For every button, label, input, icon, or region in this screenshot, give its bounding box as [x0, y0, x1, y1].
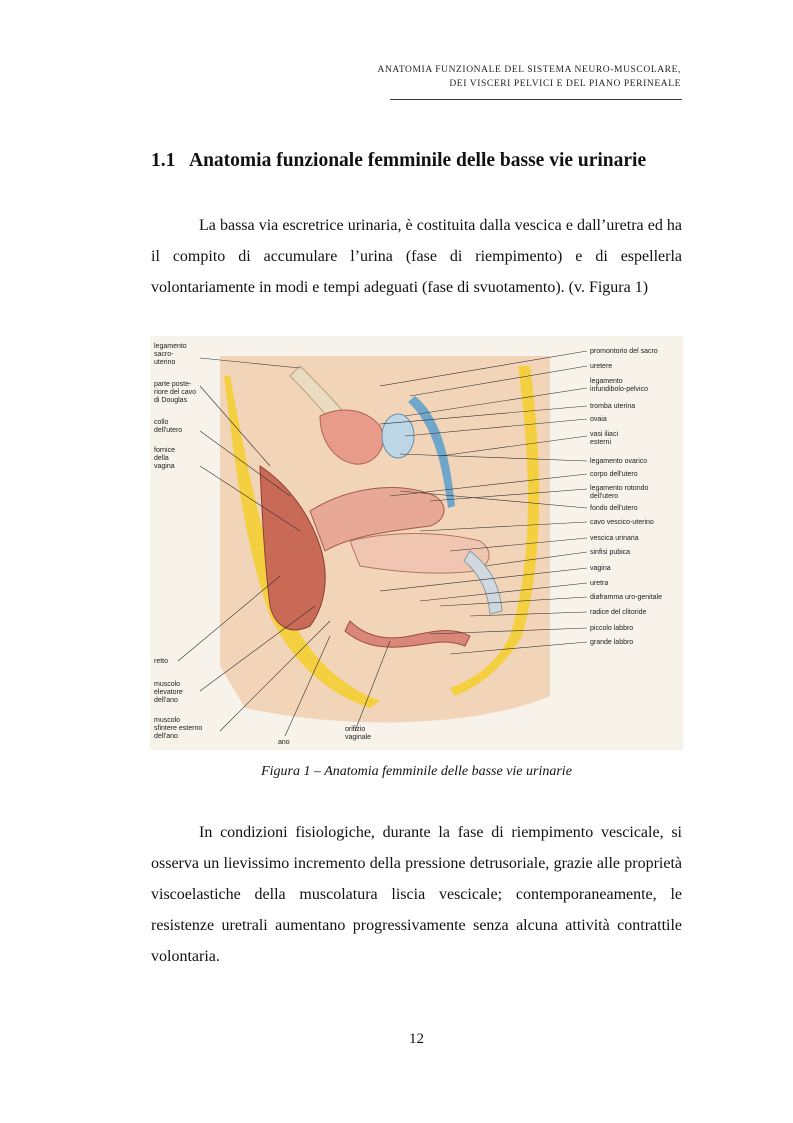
figure-caption: Figura 1 – Anatomia femminile delle basse vie urinarie — [261, 764, 572, 779]
label-legamento-infundibolo: legamento infundibolo-pelvico — [590, 378, 648, 393]
label-ano: ano — [278, 739, 290, 746]
label-muscolo-sfintere: muscolo sfintere esterno dell'ano — [154, 717, 203, 740]
label-vasi-iliaci: vasi iliaci esterni — [590, 431, 619, 446]
label-vagina: vagina — [590, 565, 611, 572]
running-header — [377, 63, 681, 91]
label-corpo-utero: corpo dell'utero — [590, 471, 638, 478]
section-title: Anatomia funzionale femminile delle basse vie urinarie — [189, 150, 647, 171]
label-cavo-vescico-uterino: cavo vescico-uterino — [590, 519, 654, 526]
ovary — [382, 414, 414, 458]
label-diaframma-uro-genitale: diaframma uro-genitale — [590, 594, 662, 601]
label-promontorio-sacro: promontorio del sacro — [590, 348, 658, 355]
paragraph-physiology-text: In condizioni fisiologiche, durante la fase di riempimento vescicale, si osserva un lievissimo incremento della pressione detrusoriale, grazie alle proprietà viscoelastiche della muscolatura liscia vescicale; contemporaneamente, le resistenze uretrali aumentano progressivamente senza alcuna attività contrattile volontaria. — [151, 824, 682, 965]
paragraph-physiology — [151, 817, 682, 972]
paragraph-intro — [151, 210, 682, 303]
label-cavo-douglas: parte poste-riore del cavo di Douglas — [154, 381, 197, 404]
label-ovaia: ovaia — [590, 416, 607, 423]
label-uretere: uretere — [590, 363, 613, 370]
page-number: 12 — [409, 1031, 424, 1047]
anatomy-figure — [150, 336, 683, 750]
section-heading — [151, 150, 646, 172]
running-header-line-2: DEI VISCERI PELVICI E DEL PIANO PERINEALE — [449, 79, 681, 89]
label-grande-labbro: grande labbro — [590, 639, 634, 646]
paragraph-intro-text: La bassa via escretrice urinaria, è costituita dalla vescica e dall’uretra ed ha il compito di accumulare l’urina (fase di riempimento) e di espellerla volontariamente in modi e tempi adeguati (fase di svuotamento). (v. Figura 1) — [151, 217, 682, 296]
label-fondo-utero: fondo dell'utero — [590, 505, 638, 512]
label-tromba-uterina: tromba uterina — [590, 403, 636, 410]
label-piccolo-labbro: piccolo labbro — [590, 625, 634, 632]
header-rule — [390, 99, 682, 100]
label-orifizio-vaginale: orifizio vaginale — [345, 726, 372, 741]
label-retto: retto — [154, 658, 169, 665]
label-legamento-ovarico: legamento ovarico — [590, 458, 648, 465]
section-number: 1.1 — [151, 150, 176, 171]
label-collo-utero: collo dell'utero — [154, 419, 183, 434]
label-fornice-vagina: fornice della vagina — [154, 447, 176, 470]
label-muscolo-elevatore: muscolo elevatore dell'ano — [154, 681, 183, 704]
label-legamento-sacro-uterino: legamento sacro-uterino — [154, 343, 187, 366]
label-legamento-rotondo: legamento rotondo dell'utero — [590, 485, 649, 500]
label-uretra: uretra — [590, 580, 609, 587]
label-radice-clitoride: radice del clitoride — [590, 609, 647, 616]
label-sinfisi-pubica: sinfisi pubica — [590, 549, 631, 556]
running-header-line-1: ANATOMIA FUNZIONALE DEL SISTEMA NEURO-MUSCOLARE, — [377, 65, 681, 75]
label-vescica-urinaria: vescica urinaria — [590, 535, 639, 542]
